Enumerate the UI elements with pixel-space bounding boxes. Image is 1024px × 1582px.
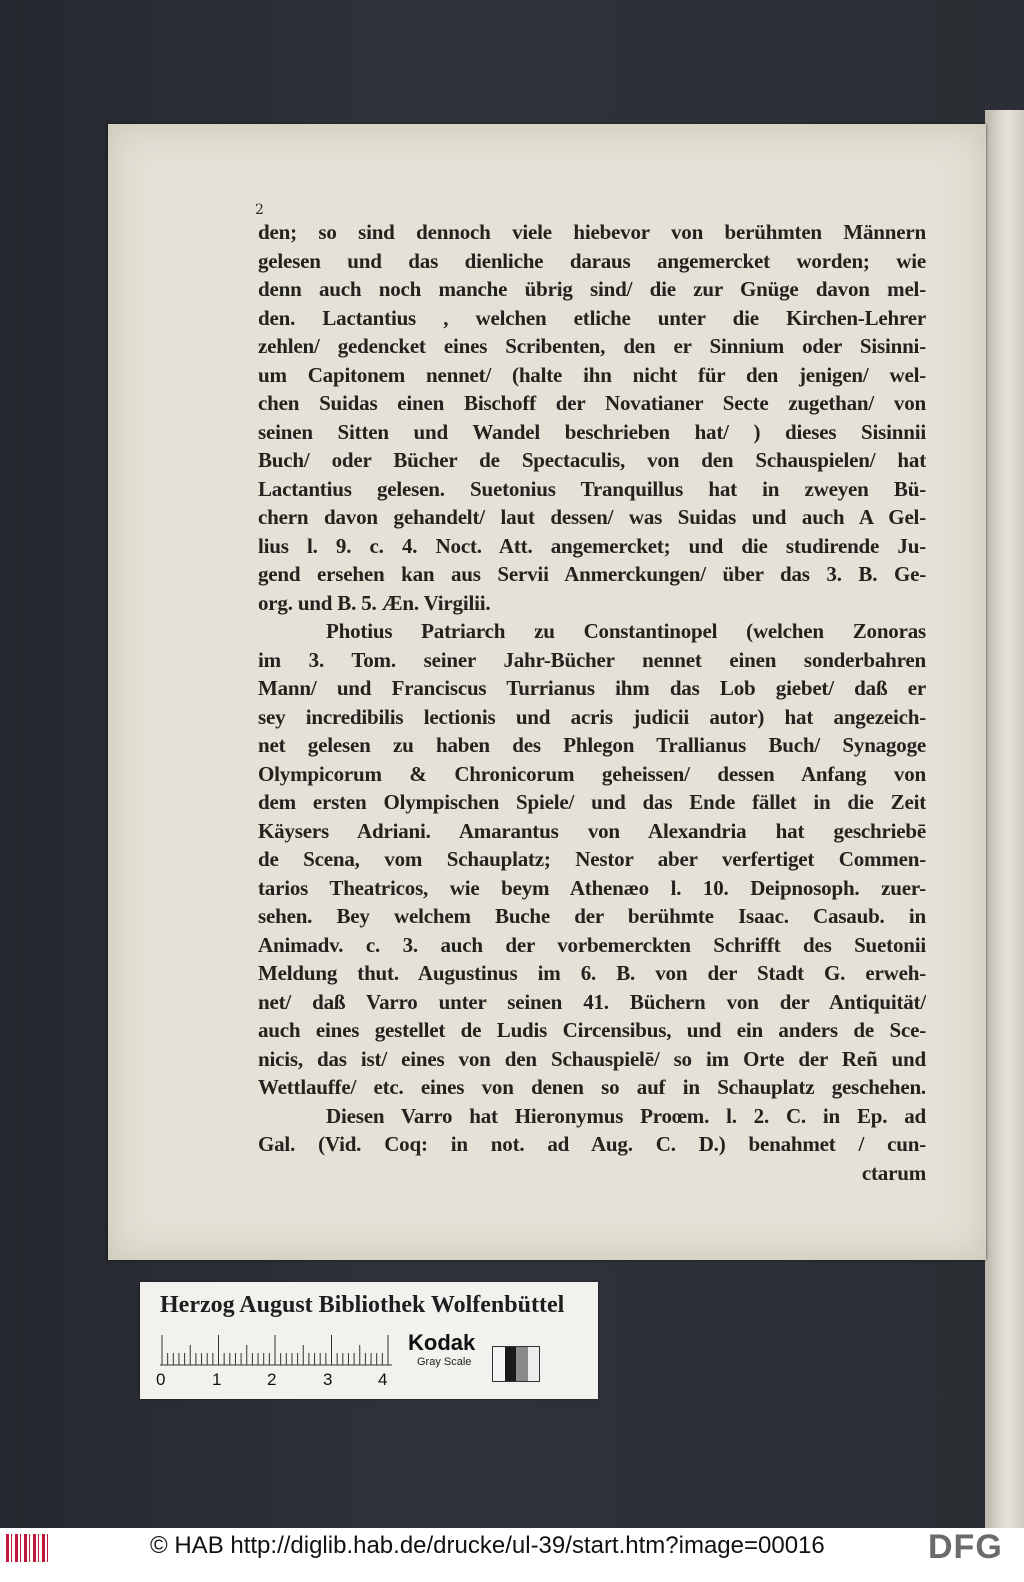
library-color-card: [140, 1282, 598, 1399]
text-line: auch eines gestellet de Ludis Circensibus, und ein anders de Sce-: [258, 1018, 926, 1042]
text-line: Animadv. c. 3. auch der vorbemerckten Schrifft des Suetonii: [258, 932, 926, 957]
text-line: chen Suidas einen Bischoff der Novatianer Secte zugethan/ von: [258, 391, 926, 415]
text-line: nicis, das ist/ eines von den Schauspielē/ so im Orte der Reñ und: [258, 1046, 926, 1071]
library-name: Herzog August Bibliothek Wolfenbüttel: [160, 1292, 565, 1318]
text-line: den. Lactantius , welchen etliche unter die Kirchen-Lehrer: [258, 305, 926, 330]
text-line: dem ersten Olympischen Spiele/ und das Ende fället in die Zeit: [258, 790, 926, 814]
ruler-number: 3: [323, 1370, 333, 1389]
gray-scale-label: Gray Scale: [417, 1356, 472, 1368]
text-line: sey incredibilis lectionis und acris judicii autor) hat angezeich-: [258, 704, 926, 729]
text-line: zehlen/ gedencket eines Scribenten, den er Sinnium oder Sisinni-: [258, 334, 926, 358]
ruler-number: 2: [267, 1370, 277, 1389]
ruler-number: 0: [156, 1370, 166, 1389]
page-number: 2: [255, 202, 264, 218]
text-line: Lactantius gelesen. Suetonius Tranquillus hat in zweyen Bü-: [258, 476, 926, 501]
copyright-credit: © HAB http://diglib.hab.de/drucke/ul-39/start.htm?image=00016: [150, 1532, 825, 1559]
text-line: Meldung thut. Augustinus im 6. B. von der Stadt G. erweh-: [258, 961, 926, 985]
text-line: um Capitonem nennet/ (halte ihn nicht für den jenigen/ wel-: [258, 362, 926, 387]
page-text: [258, 218, 926, 1187]
text-line: de Scena, vom Schauplatz; Nestor aber verfertiget Commen-: [258, 847, 926, 871]
barcode-icon: [6, 1534, 48, 1562]
kodak-logo: Kodak: [408, 1330, 476, 1355]
text-line: sehen. Bey welchem Buche der berühmte Isaac. Casaub. in: [258, 904, 926, 928]
text-line: Buch/ oder Bücher de Spectaculis, von den Schauspielen/ hat: [258, 448, 926, 472]
text-line: Käysers Adriani. Amarantus von Alexandria hat geschriebē: [258, 818, 926, 843]
footer-bar: [0, 1528, 1024, 1582]
next-page-edge: [985, 110, 1024, 1545]
ruler-number: 1: [212, 1370, 222, 1389]
ruler-scale: [160, 1334, 392, 1366]
text-line: Photius Patriarch zu Constantinopel (welchen Zonoras: [326, 619, 926, 643]
text-line: Mann/ und Franciscus Turrianus ihm das Lob giebet/ daß er: [258, 676, 926, 700]
text-line: tarios Theatricos, wie beym Athenæo l. 10. Deipnosoph. zuer-: [258, 875, 926, 900]
text-line: gend ersehen kan aus Servii Anmerckungen/ über das 3. B. Ge-: [258, 562, 926, 586]
dfg-logo: DFG: [928, 1528, 1003, 1566]
text-line: Olympicorum & Chronicorum geheissen/ dessen Anfang von: [258, 761, 926, 786]
text-line: im 3. Tom. seiner Jahr-Bücher nennet einen sonderbahren: [258, 647, 926, 672]
gray-scale-patch: [492, 1346, 540, 1382]
text-line: den; so sind dennoch viele hiebevor von berühmten Männern: [258, 220, 926, 244]
text-line: chern davon gehandelt/ laut dessen/ was Suidas und auch A Gel-: [258, 505, 926, 529]
ruler-number: 4: [378, 1370, 388, 1389]
text-line: net/ daß Varro unter seinen 41. Büchern von der Antiquität/: [258, 989, 926, 1014]
catchword: ctarum: [861, 1160, 926, 1185]
text-line: denn auch noch manche übrig sind/ die zur Gnüge davon mel-: [258, 277, 926, 301]
text-line: seinen Sitten und Wandel beschrieben hat/ ) dieses Sisinnii: [258, 419, 926, 444]
text-line: Gal. (Vid. Coq: in not. ad Aug. C. D.) benahmet / cun-: [258, 1132, 926, 1156]
text-line: net gelesen zu haben des Phlegon Trallianus Buch/ Synagoge: [258, 733, 926, 757]
text-line: Diesen Varro hat Hieronymus Proœm. l. 2. C. in Ep. ad: [326, 1103, 926, 1128]
text-line: lius l. 9. c. 4. Noct. Att. angemercket; und die studirende Ju-: [258, 533, 926, 558]
text-line: Wettlauffe/ etc. eines von denen so auf in Schauplatz geschehen.: [258, 1075, 926, 1099]
text-line: org. und B. 5. Æn. Virgilii.: [258, 590, 491, 615]
text-line: gelesen und das dienliche daraus angemercket worden; wie: [258, 248, 926, 273]
